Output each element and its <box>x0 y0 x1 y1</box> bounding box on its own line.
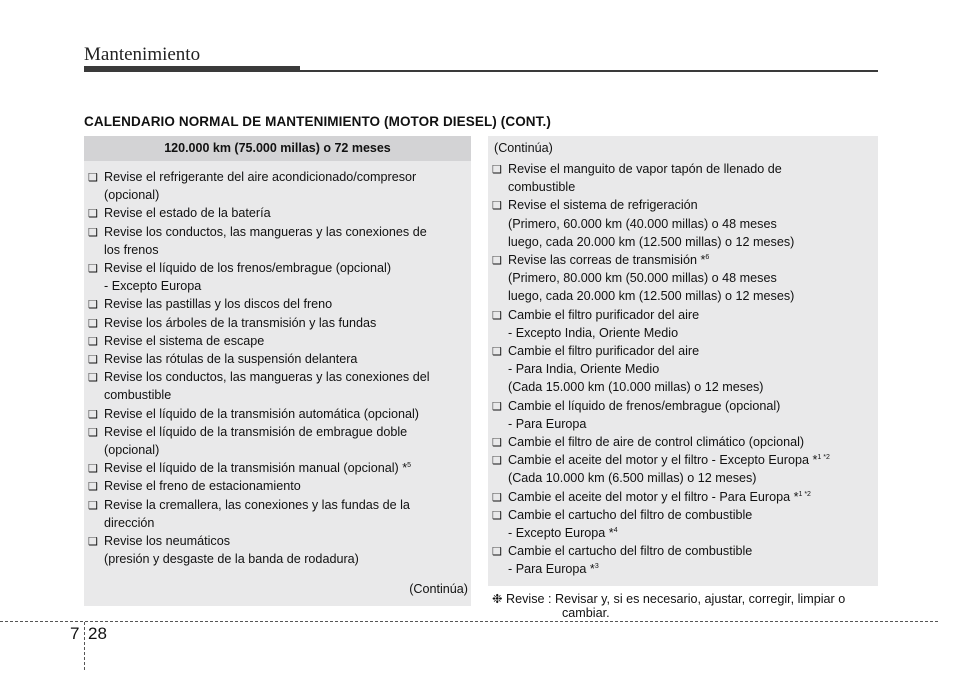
checkbox-icon <box>88 168 104 187</box>
item-text: Cambie el aceite del motor y el filtro - Para Europa * <box>508 489 799 504</box>
checklist-item <box>492 488 877 506</box>
chapter-number: 7 <box>70 624 80 643</box>
header-rule <box>300 70 878 72</box>
checklist-item <box>88 204 468 222</box>
item-detail: - Para India, Oriente Medio <box>508 362 660 377</box>
item-detail: (Cada 10.000 km (6.500 millas) o 12 meses) <box>508 471 757 486</box>
footnote-symbol: ❉ <box>492 592 503 606</box>
section-title: CALENDARIO NORMAL DE MANTENIMIENTO (MOTOR DIESEL) (CONT.) <box>84 114 551 129</box>
footer-divider <box>84 622 85 670</box>
item-text: Cambie el filtro purificador del aire <box>508 344 700 359</box>
item-text: Cambie el filtro de aire de control climático (opcional) <box>508 435 805 450</box>
footnote-ref: 4 <box>613 527 618 535</box>
checklist-item <box>492 251 877 306</box>
footer-rule <box>0 621 938 622</box>
checkbox-icon <box>88 350 104 369</box>
item-text: Revise el manguito de vapor tapón de llenado de <box>508 162 782 176</box>
checklist-item <box>492 196 877 251</box>
checkbox-icon <box>88 223 104 242</box>
checkbox-icon <box>492 451 508 470</box>
checkbox-icon <box>88 496 104 515</box>
page-number: 28 <box>88 624 107 643</box>
checklist-item <box>492 397 877 433</box>
item-detail: - Excepto Europa *$^4$ <box>508 526 618 541</box>
checkbox-icon <box>492 542 508 561</box>
item-text: Revise el líquido de la transmisión automática (opcional) <box>104 406 420 421</box>
checklist-item <box>88 423 468 459</box>
checklist-item <box>88 532 468 568</box>
checkbox-icon <box>88 477 104 496</box>
checklist-item <box>88 168 468 204</box>
checkbox-icon <box>492 342 508 361</box>
checkbox-icon <box>492 251 508 270</box>
item-text: Revise el estado de la batería <box>104 206 271 221</box>
item-detail: (Cada 15.000 km (10.000 millas) o 12 meses) <box>508 380 764 395</box>
checklist-item <box>492 451 877 487</box>
checkbox-icon <box>492 196 508 215</box>
item-text: Cambie el cartucho del filtro de combustible <box>508 507 753 522</box>
checkbox-icon <box>88 314 104 333</box>
footnote-line-1: Revise : Revisar y, si es necesario, ajustar, corregir, limpiar o <box>506 592 846 606</box>
item-text: Cambie el filtro purificador del aire <box>508 307 700 322</box>
checkbox-icon <box>88 405 104 424</box>
checklist-item <box>88 350 468 368</box>
item-detail: (presión y desgaste de la banda de rodadura) <box>104 552 359 567</box>
checkbox-icon <box>88 204 104 223</box>
checklist-item <box>88 477 468 495</box>
checkbox-icon <box>88 332 104 351</box>
checklist-item <box>88 295 468 313</box>
item-detail: - Para Europa <box>508 416 587 431</box>
item-text: Revise el líquido de los frenos/embrague (opcional) <box>104 261 392 276</box>
continues-label: (Continúa) <box>409 582 468 596</box>
item-text: Revise el sistema de refrigeración <box>508 198 698 213</box>
footnote-ref: 1 *2 <box>798 490 811 498</box>
item-detail: (Primero, 60.000 km (40.000 millas) o 48 meses <box>508 216 777 231</box>
checklist-item <box>492 542 877 578</box>
checkbox-icon <box>88 459 104 478</box>
item-text: Revise el sistema de escape <box>104 333 265 348</box>
item-text: Revise las pastillas y los discos del freno <box>104 297 333 312</box>
item-text: Revise los árboles de la transmisión y las fundas <box>104 315 377 330</box>
item-detail: (opcional) <box>104 443 160 458</box>
item-text: Revise la cremallera, las conexiones y las fundas de la <box>104 497 410 512</box>
item-detail: - Excepto India, Oriente Medio <box>508 325 679 340</box>
checkbox-icon <box>492 506 508 525</box>
item-text: Revise las rótulas de la suspensión delantera <box>104 352 358 367</box>
item-text: Revise los conductos, las mangueras y las conexiones del <box>104 370 430 385</box>
item-text: Cambie el aceite del motor y el filtro - Excepto Europa * <box>508 453 818 468</box>
checkbox-icon <box>88 532 104 551</box>
checkbox-icon <box>88 423 104 442</box>
item-detail: combustible <box>104 388 172 403</box>
item-detail: luego, cada 20.000 km (12.500 millas) o 12 meses) <box>508 234 795 249</box>
left-checklist <box>88 168 468 568</box>
checklist-item <box>492 342 877 397</box>
footnote <box>492 592 880 620</box>
checklist-item <box>88 405 468 423</box>
checklist-item <box>88 332 468 350</box>
right-checklist <box>492 160 877 579</box>
continued-label: (Continúa) <box>494 141 553 155</box>
checklist-item <box>88 223 468 259</box>
checkbox-icon <box>492 433 508 452</box>
checkbox-icon <box>492 160 508 179</box>
item-detail: dirección <box>104 515 155 530</box>
footnote-ref: 3 <box>594 563 599 571</box>
item-detail: - Para Europa *$^3$ <box>508 562 599 577</box>
header-title: Mantenimiento <box>84 44 201 65</box>
item-text: Revise el freno de estacionamiento <box>104 479 301 494</box>
checklist-item <box>88 259 468 295</box>
checklist-item <box>492 506 877 542</box>
left-panel-heading: 120.000 km (75.000 millas) o 72 meses <box>84 136 471 161</box>
item-text: Revise los neumáticos <box>104 534 230 549</box>
item-detail: (opcional) <box>104 188 160 203</box>
item-text: Revise el refrigerante del aire acondicionado/compresor <box>104 170 417 184</box>
checkbox-icon <box>492 488 508 507</box>
checkbox-icon <box>88 368 104 387</box>
footnote-ref: 1 *2 <box>817 454 830 462</box>
checkbox-icon <box>492 397 508 416</box>
checkbox-icon <box>492 306 508 325</box>
item-detail: - Excepto Europa <box>104 279 202 294</box>
item-detail: (Primero, 80.000 km (50.000 millas) o 48 meses <box>508 271 777 286</box>
item-text: Revise el líquido de la transmisión de embrague doble <box>104 424 408 439</box>
item-text: Cambie el cartucho del filtro de combustible <box>508 544 753 559</box>
item-detail: luego, cada 20.000 km (12.500 millas) o 12 meses) <box>508 289 795 304</box>
item-detail: los frenos <box>104 242 159 257</box>
item-detail: combustible <box>508 180 576 195</box>
header-bar <box>84 66 300 72</box>
checklist-item <box>88 459 468 477</box>
item-text: Cambie el líquido de frenos/embrague (opcional) <box>508 398 781 413</box>
checklist-item <box>492 433 877 451</box>
checklist-item <box>492 160 877 196</box>
checklist-item <box>88 368 468 404</box>
checklist-item <box>492 306 877 342</box>
checklist-item <box>88 496 468 532</box>
checkbox-icon <box>88 259 104 278</box>
item-text: Revise las correas de transmisión * <box>508 253 706 268</box>
footnote-line-2: cambiar. <box>562 606 610 620</box>
footnote-ref: 6 <box>705 254 710 262</box>
footnote-ref: 5 <box>407 462 412 470</box>
item-text: Revise el líquido de la transmisión manual (opcional) * <box>104 461 408 476</box>
item-text: Revise los conductos, las mangueras y las conexiones de <box>104 224 427 239</box>
checklist-item <box>88 314 468 332</box>
checkbox-icon <box>88 295 104 314</box>
